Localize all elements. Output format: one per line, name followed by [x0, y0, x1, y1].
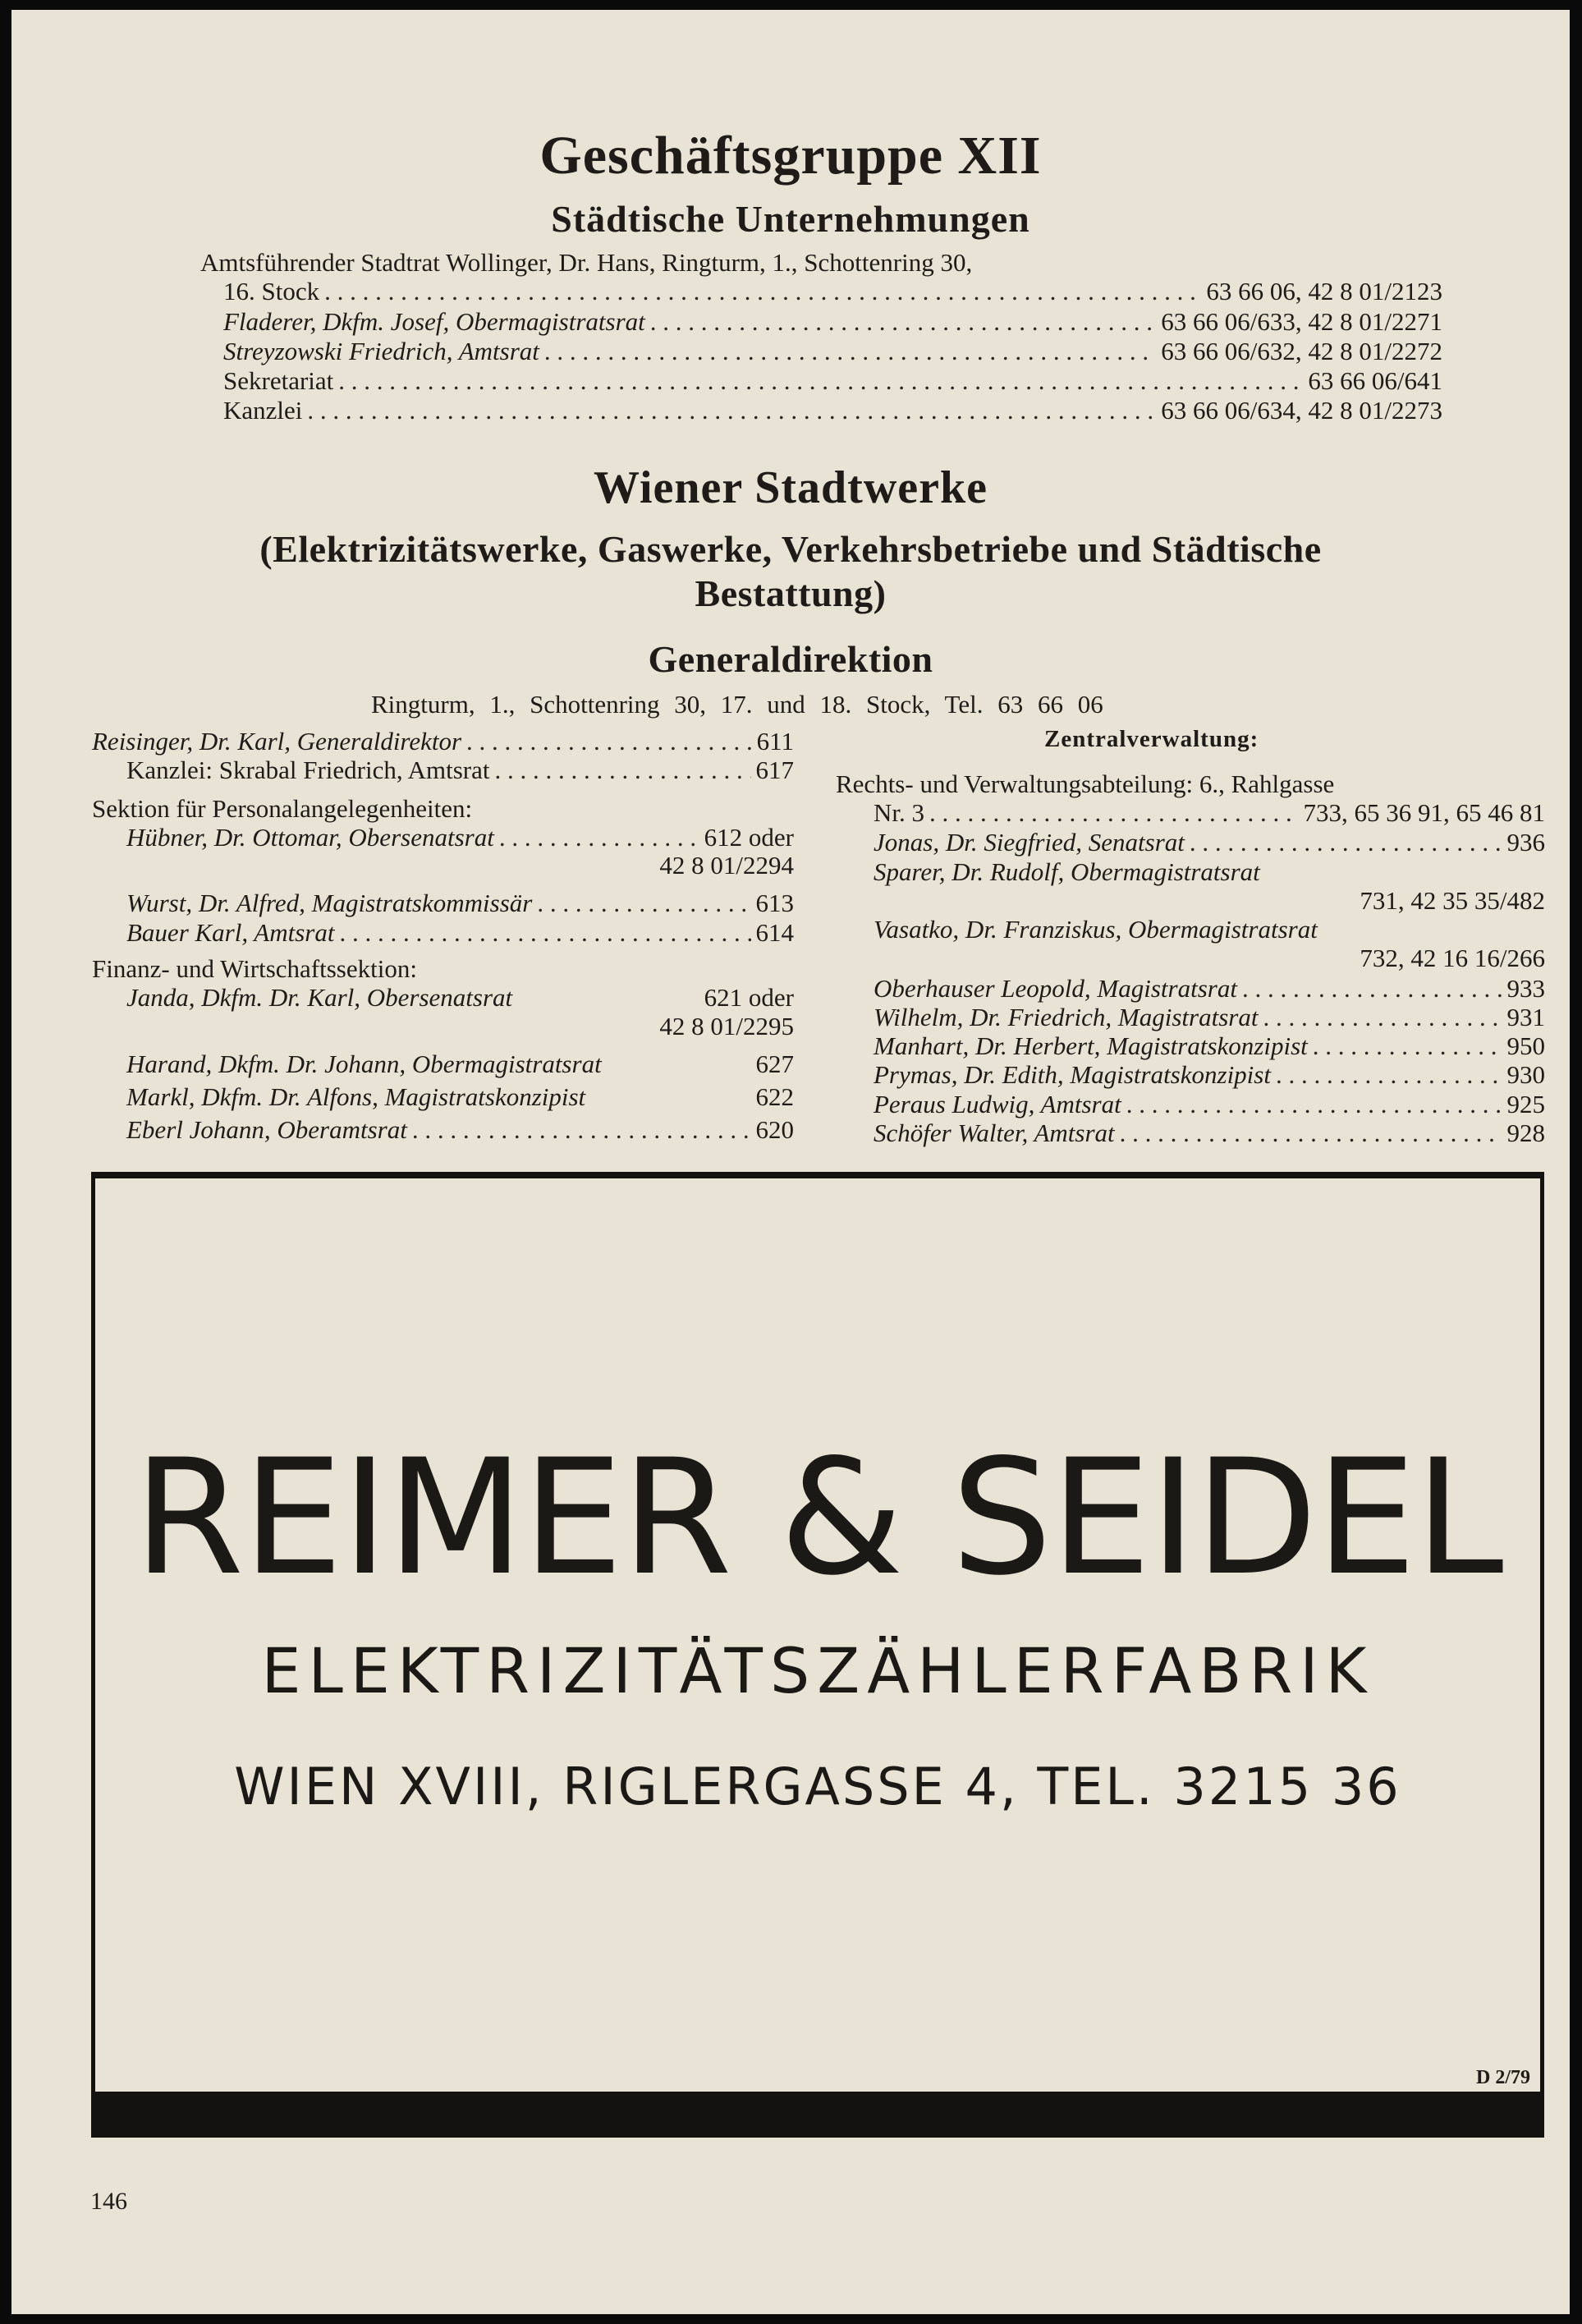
abteilung-line: Rechts- und Verwaltungsabteilung: 6., Rahlgasse — [836, 769, 1335, 798]
page-number: 146 — [90, 2188, 127, 2215]
entry-row — [126, 983, 794, 1013]
entry-value: 733, 65 36 91, 65 46 81 — [1303, 798, 1545, 827]
entry-name: Reisinger, Dr. Karl, Generaldirektor — [92, 727, 462, 756]
entry-value: 928 — [1506, 1118, 1545, 1147]
entry-row — [874, 1031, 1545, 1061]
leader-dots — [929, 798, 1299, 828]
document-page — [11, 10, 1570, 2314]
entry-name: Markl, Dkfm. Dr. Alfons, Magistratskonzipist — [126, 1082, 586, 1111]
entry-value: 732, 42 16 16/266 — [1360, 944, 1545, 972]
ad-address: WIEN XVIII, RIGLERGASSE 4, TEL. 3215 36 — [234, 1757, 1401, 1816]
leader-dots — [1126, 1090, 1502, 1119]
entry-name: Prymas, Dr. Edith, Magistratskonzipist — [874, 1060, 1271, 1089]
advertisement-box — [91, 1172, 1544, 2137]
stadtwerke-subtitle-1: (Elektrizitätswerke, Gaswerke, Verkehrsbetriebe und Städtische — [259, 528, 1322, 570]
entry-value: 614 — [755, 918, 794, 947]
zentralverwaltung-heading: Zentralverwaltung: — [1044, 726, 1259, 752]
leader-dots — [324, 277, 1201, 306]
group-title: Geschäftsgruppe XII — [539, 126, 1042, 186]
entry-value: 931 — [1506, 1003, 1545, 1031]
leader-dots — [1120, 1118, 1502, 1148]
leader-dots — [339, 918, 750, 948]
leader-dots — [1242, 974, 1502, 1004]
entry-row — [874, 1118, 1545, 1148]
entry-row — [874, 1003, 1545, 1032]
generaldirektion-heading: Generaldirektion — [648, 638, 933, 680]
entry-row — [223, 366, 1442, 396]
sektion-heading: Sektion für Personalangelegenheiten: — [92, 794, 473, 823]
entry-value: 620 — [755, 1115, 794, 1144]
entry-value-continued: 42 8 01/2294 — [659, 851, 794, 880]
entry-row — [223, 396, 1442, 425]
entry-row — [874, 1060, 1545, 1090]
entry-name: Hübner, Dr. Ottomar, Obersenatsrat — [126, 823, 494, 852]
entry-name: Vasatko, Dr. Franziskus, Obermagistratsrat — [874, 915, 1318, 944]
entry-value: 925 — [1506, 1090, 1545, 1118]
entry-row — [223, 307, 1442, 337]
entry-name: Janda, Dkfm. Dr. Karl, Obersenatsrat — [126, 983, 513, 1012]
stadtwerke-title: Wiener Stadtwerke — [594, 462, 988, 513]
entry-value: 622 — [755, 1082, 794, 1111]
ad-code: D 2/79 — [1476, 2067, 1530, 2088]
entry-row — [874, 798, 1545, 828]
entry-name: Sekretariat — [223, 366, 334, 395]
entry-name: Harand, Dkfm. Dr. Johann, Obermagistratsrat — [126, 1049, 602, 1078]
entry-value: 950 — [1506, 1031, 1545, 1060]
group-subtitle: Städtische Unternehmungen — [551, 198, 1030, 240]
entry-row — [92, 727, 794, 756]
leader-dots — [1313, 1031, 1502, 1061]
entry-name: Bauer Karl, Amtsrat — [126, 918, 335, 947]
entry-value: 63 66 06/634, 42 8 01/2273 — [1161, 396, 1442, 425]
entry-row — [126, 1049, 794, 1079]
leader-dots — [1276, 1060, 1502, 1090]
entry-value: 621 oder — [704, 983, 794, 1012]
entry-value: 63 66 06, 42 8 01/2123 — [1206, 277, 1442, 305]
entry-row — [126, 1115, 794, 1145]
leader-dots — [1263, 1003, 1502, 1032]
entry-name: Jonas, Dr. Siegfried, Senatsrat — [874, 828, 1185, 857]
entry-name: Kanzlei — [223, 396, 303, 425]
entry-name: Peraus Ludwig, Amtsrat — [874, 1090, 1121, 1118]
leader-dots — [338, 366, 1303, 396]
ad-bottom-bar — [91, 2092, 1544, 2138]
entry-name: Manhart, Dr. Herbert, Magistratskonzipist — [874, 1031, 1308, 1060]
generaldirektion-address: Ringturm, 1., Schottenring 30, 17. und 18. Stock, Tel. 63 66 06 — [371, 690, 1103, 719]
entry-row — [126, 889, 794, 918]
entry-name: Wilhelm, Dr. Friedrich, Magistratsrat — [874, 1003, 1259, 1031]
entry-value: 613 — [755, 889, 794, 917]
entry-row — [223, 337, 1442, 366]
leader-dots — [412, 1115, 751, 1145]
entry-name: Wurst, Dr. Alfred, Magistratskommissär — [126, 889, 533, 917]
entry-row — [126, 756, 794, 785]
entry-row — [874, 828, 1545, 857]
entry-value: 731, 42 35 35/482 — [1360, 886, 1545, 915]
entry-value: 612 oder — [704, 823, 794, 852]
sektion-heading: Finanz- und Wirtschaftssektion: — [92, 954, 417, 983]
entry-row — [874, 1090, 1545, 1119]
leader-dots — [307, 396, 1156, 425]
entry-name: Streyzowski Friedrich, Amtsrat — [223, 337, 539, 365]
entry-value: 63 66 06/633, 42 8 01/2271 — [1161, 307, 1442, 336]
entry-value: 936 — [1506, 828, 1545, 857]
entry-value: 933 — [1506, 974, 1545, 1003]
leader-dots — [495, 756, 751, 785]
entry-name: Sparer, Dr. Rudolf, Obermagistratsrat — [874, 857, 1260, 886]
leader-dots — [1190, 828, 1502, 857]
leader-dots — [499, 823, 699, 852]
leader-dots — [537, 889, 750, 918]
entry-row — [126, 823, 794, 852]
entry-row — [126, 1082, 794, 1112]
entry-name: Kanzlei: Skrabal Friedrich, Amtsrat — [126, 756, 490, 784]
entry-row — [874, 974, 1545, 1004]
entry-name: Oberhauser Leopold, Magistratsrat — [874, 974, 1237, 1003]
ad-subtitle: ELEKTRIZITÄTSZÄHLERFABRIK — [261, 1634, 1374, 1707]
entry-name: 16. Stock — [223, 277, 320, 305]
entry-value: 63 66 06/641 — [1308, 366, 1442, 395]
stadtwerke-subtitle-2: Bestattung) — [695, 572, 887, 614]
entry-value: 611 — [756, 727, 794, 756]
ad-company-name: REIMER & SEIDEL — [133, 1425, 1502, 1610]
entry-name: Fladerer, Dkfm. Josef, Obermagistratsrat — [223, 307, 645, 336]
leader-dots — [466, 727, 752, 756]
entry-name: Nr. 3 — [874, 798, 924, 827]
entry-row — [126, 918, 794, 948]
entry-value: 930 — [1506, 1060, 1545, 1089]
entry-row — [223, 277, 1442, 306]
leader-dots — [650, 307, 1157, 337]
entry-name: Eberl Johann, Oberamtsrat — [126, 1115, 407, 1144]
leader-dots — [544, 337, 1156, 366]
entry-value: 627 — [755, 1049, 794, 1078]
stadtrat-line: Amtsführender Stadtrat Wollinger, Dr. Hans, Ringturm, 1., Schottenring 30, — [200, 248, 973, 277]
entry-name: Schöfer Walter, Amtsrat — [874, 1118, 1115, 1147]
entry-value: 63 66 06/632, 42 8 01/2272 — [1161, 337, 1442, 365]
entry-value-continued: 42 8 01/2295 — [659, 1012, 794, 1040]
entry-value: 617 — [755, 756, 794, 784]
